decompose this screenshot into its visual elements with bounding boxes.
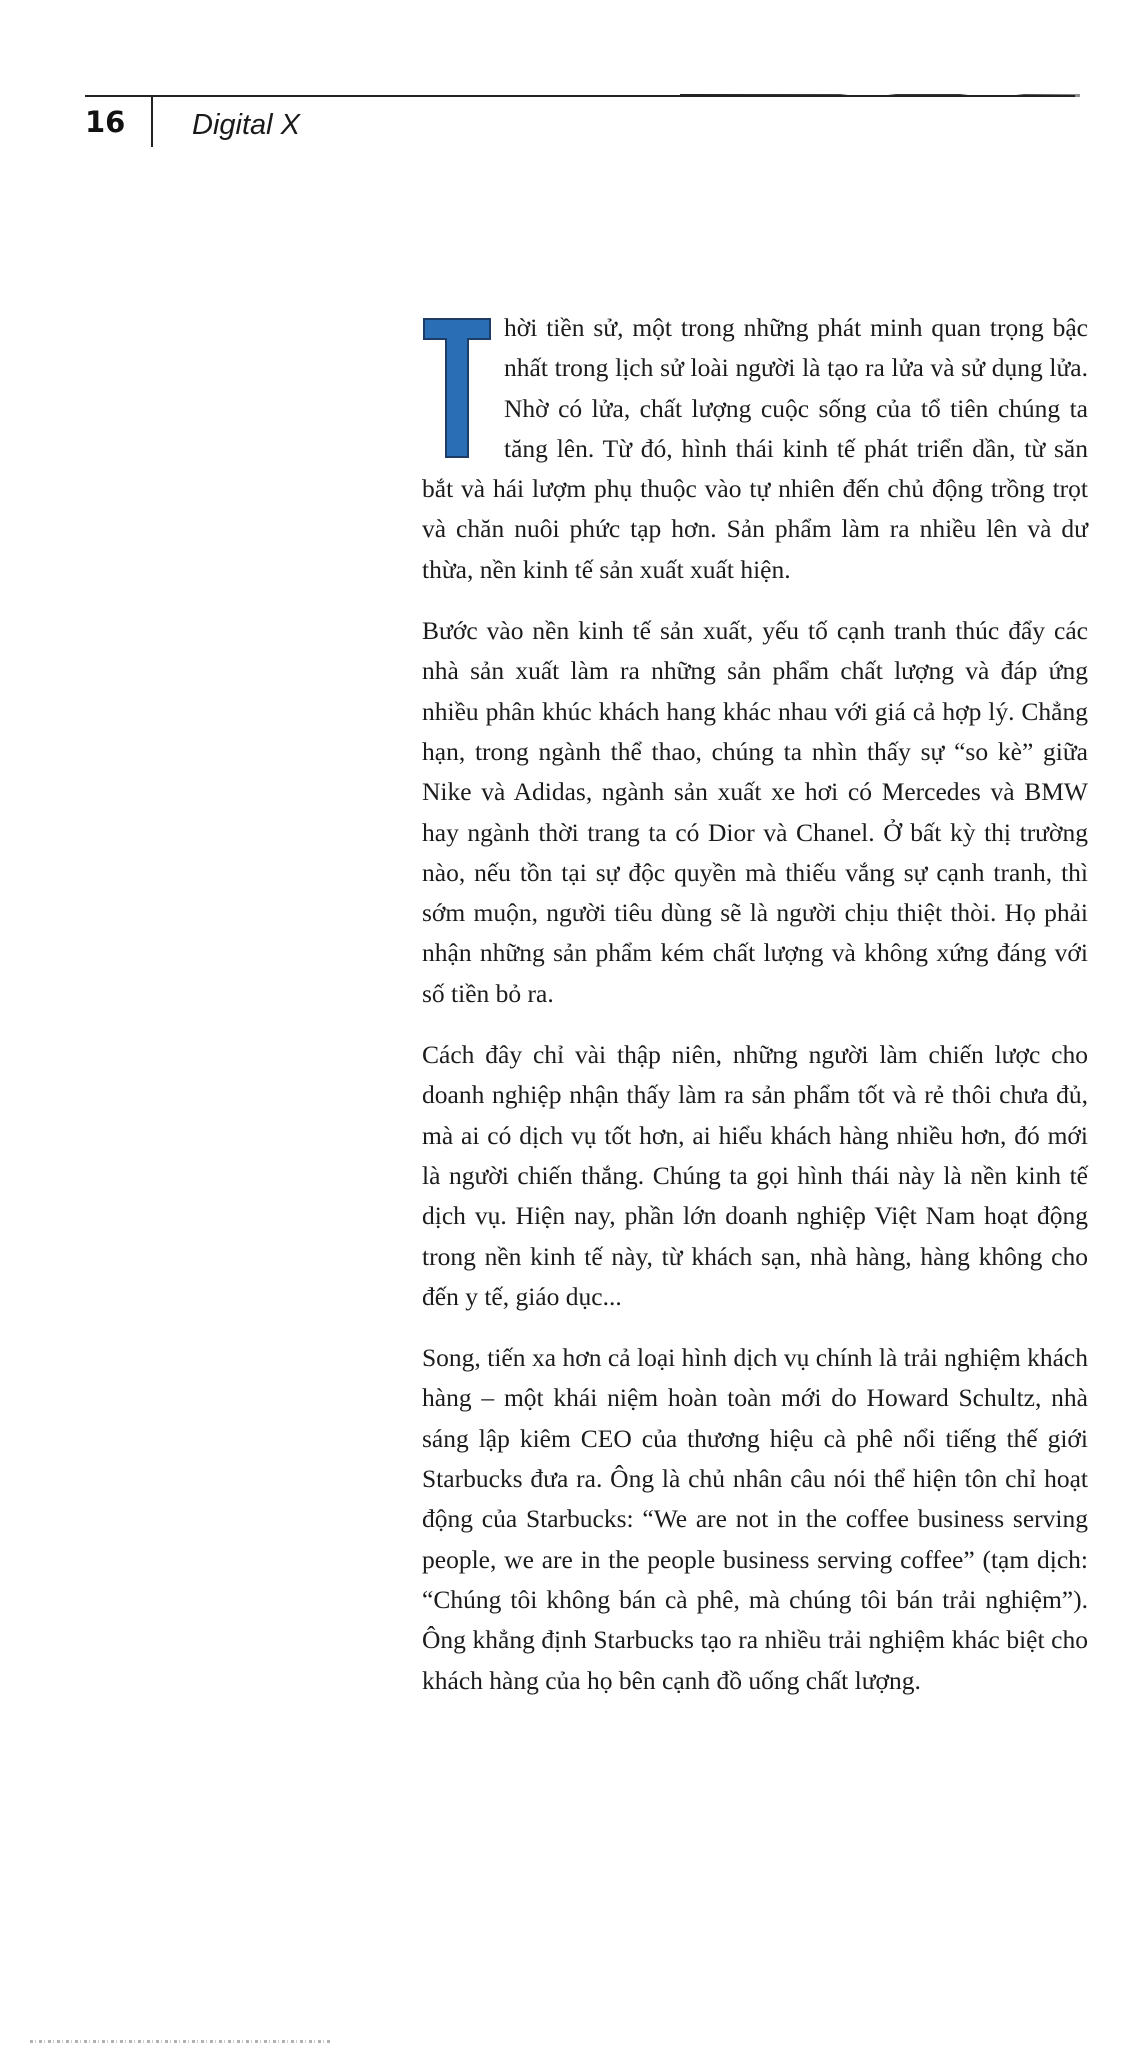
- page-number: 16: [85, 105, 126, 139]
- book-title: Digital X: [192, 109, 300, 141]
- header-divider: [151, 95, 153, 147]
- drop-cap: [422, 317, 492, 459]
- drop-cap-glyph: [422, 317, 492, 459]
- paragraph-1-text: hời tiền sử, một trong những phát minh quan trọng bậc nhất trong lịch sử loài người là tạo ra lửa và sử dụng lửa. Nhờ có lửa, chất lượng cuộc sống của tổ tiên chúng ta tăng lên. Từ đó, hình thái kinh tế phát triển dần, từ săn bắt và hái lượm phụ thuộc vào tự nhiên đến chủ động trồng trọt và chăn nuôi phức tạp hơn. Sản phẩm làm ra nhiều lên và dư thừa, nền kinh tế sản xuất xuất hiện.: [422, 313, 1088, 584]
- paragraph-4: Song, tiến xa hơn cả loại hình dịch vụ chính là trải nghiệm khách hàng – một khái niệm hoàn toàn mới do Howard Schultz, nhà sáng lập kiêm CEO của thương hiệu cà phê nổi tiếng thế giới Starbucks đưa ra. Ông là chủ nhân câu nói thể hiện tôn chỉ hoạt động của Starbucks: “We are not in the coffee business serving people, we are in the people business serving coffee” (tạm dịch: “Chúng tôi không bán cà phê, mà chúng tôi bán trải nghiệm”). Ông khẳng định Starbucks tạo ra nhiều trải nghiệm khác biệt cho khách hàng của họ bên cạnh đồ uống chất lượng.: [422, 1343, 1088, 1695]
- paragraph-1: [422, 308, 1088, 590]
- paragraph-3: Cách đây chỉ vài thập niên, những người làm chiến lược cho doanh nghiệp nhận thấy làm ra sản phẩm tốt và rẻ thôi chưa đủ, mà ai có dịch vụ tốt hơn, ai hiểu khách hàng nhiều hơn, đó mới là người chiến thắng. Chúng ta gọi hình thái này là nền kinh tế dịch vụ. Hiện nay, phần lớn doanh nghiệp Việt Nam hoạt động trong nền kinh tế này, từ khách sạn, nhà hàng, hàng không cho đến y tế, giáo dục...: [422, 1040, 1088, 1311]
- header-rule-worn-edge: [680, 94, 1080, 97]
- scan-edge-artifact: [30, 2040, 330, 2043]
- paragraph-2: Bước vào nền kinh tế sản xuất, yếu tố cạnh tranh thúc đẩy các nhà sản xuất làm ra những sản phẩm chất lượng và đáp ứng nhiều phân khúc khách hang khác nhau với giá cả hợp lý. Chẳng hạn, trong ngành thể thao, chúng ta nhìn thấy sự “so kè” giữa Nike và Adidas, ngành sản xuất xe hơi có Mercedes và BMW hay ngành thời trang ta có Dior và Chanel. Ở bất kỳ thị trường nào, nếu tồn tại sự độc quyền mà thiếu vắng sự cạnh tranh, thì sớm muộn, người tiêu dùng sẽ là người chịu thiệt thòi. Họ phải nhận những sản phẩm kém chất lượng và không xứng đáng với số tiền bỏ ra.: [422, 616, 1088, 1008]
- chapter-body: [422, 308, 1088, 1722]
